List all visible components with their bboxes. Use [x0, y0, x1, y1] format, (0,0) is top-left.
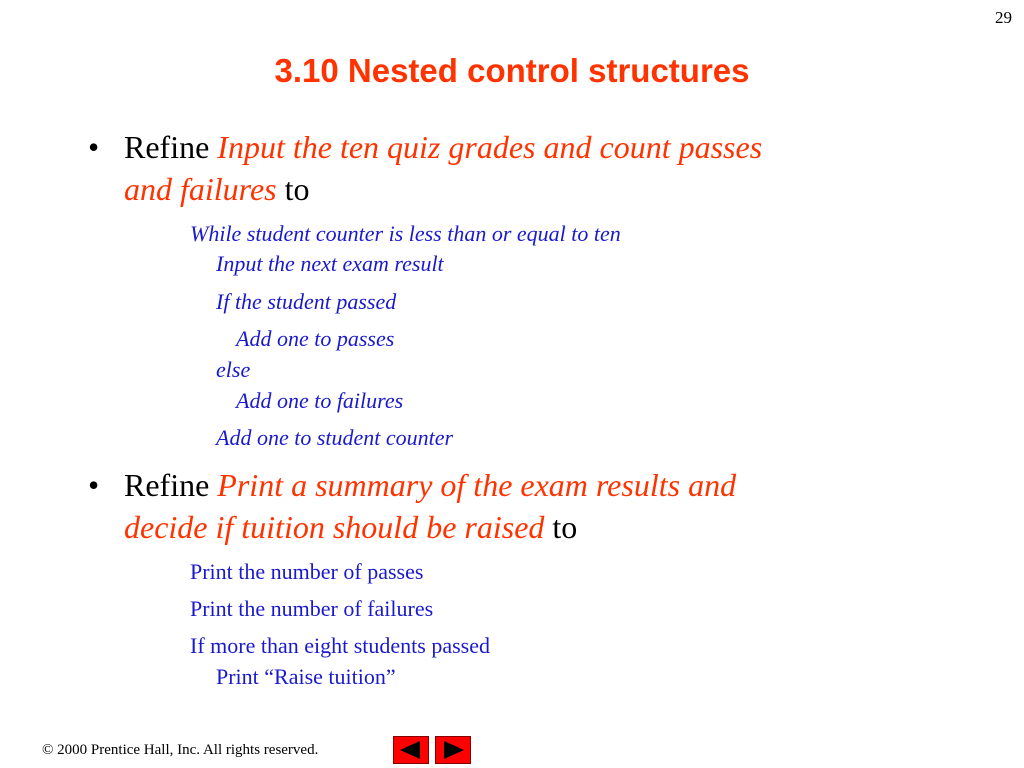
- footer-text: 2000 Prentice Hall, Inc. All rights reserved.: [53, 742, 319, 758]
- left-arrow-icon: [400, 741, 420, 759]
- bullet-emphasis-line2: decide if tuition should be raised: [124, 509, 545, 545]
- right-arrow-icon: [444, 741, 464, 759]
- bullet-emphasis-line1: Print a summary of the exam results and: [217, 467, 737, 503]
- next-slide-button[interactable]: [435, 736, 471, 764]
- bullet-marker: •: [88, 129, 100, 165]
- copyright-icon: ©: [42, 742, 54, 758]
- pseudocode-line: If more than eight students passed: [190, 633, 490, 658]
- bullet-tail: to: [276, 171, 310, 207]
- bullet-emphasis-line1: Input the ten quiz grades and count passes: [217, 129, 763, 165]
- pseudocode-line: Print “Raise tuition”: [216, 664, 396, 689]
- previous-slide-button[interactable]: [393, 736, 429, 764]
- pseudocode-line: else: [216, 357, 251, 382]
- bullet-tail: to: [544, 509, 578, 545]
- pseudocode-line: Add one to passes: [236, 326, 395, 351]
- pseudocode-line: Print the number of passes: [190, 559, 424, 584]
- pseudocode-line: Print the number of failures: [190, 596, 434, 621]
- bullet-emphasis-line2: and failures: [124, 171, 277, 207]
- pseudocode-line: Input the next exam result: [216, 251, 444, 276]
- bullet-lead: Refine: [124, 129, 218, 165]
- bullet-marker: •: [88, 467, 100, 503]
- pseudocode-line: While student counter is less than or equal to ten: [190, 221, 621, 246]
- footer-copyright: [42, 742, 318, 759]
- slide-title: 3.10 Nested control structures: [274, 52, 750, 89]
- bullet-lead: Refine: [124, 467, 218, 503]
- page-number: 29: [995, 8, 1012, 27]
- pseudocode-line: Add one to failures: [236, 388, 404, 413]
- pseudocode-line: If the student passed: [216, 289, 397, 314]
- pseudocode-line: Add one to student counter: [216, 425, 454, 450]
